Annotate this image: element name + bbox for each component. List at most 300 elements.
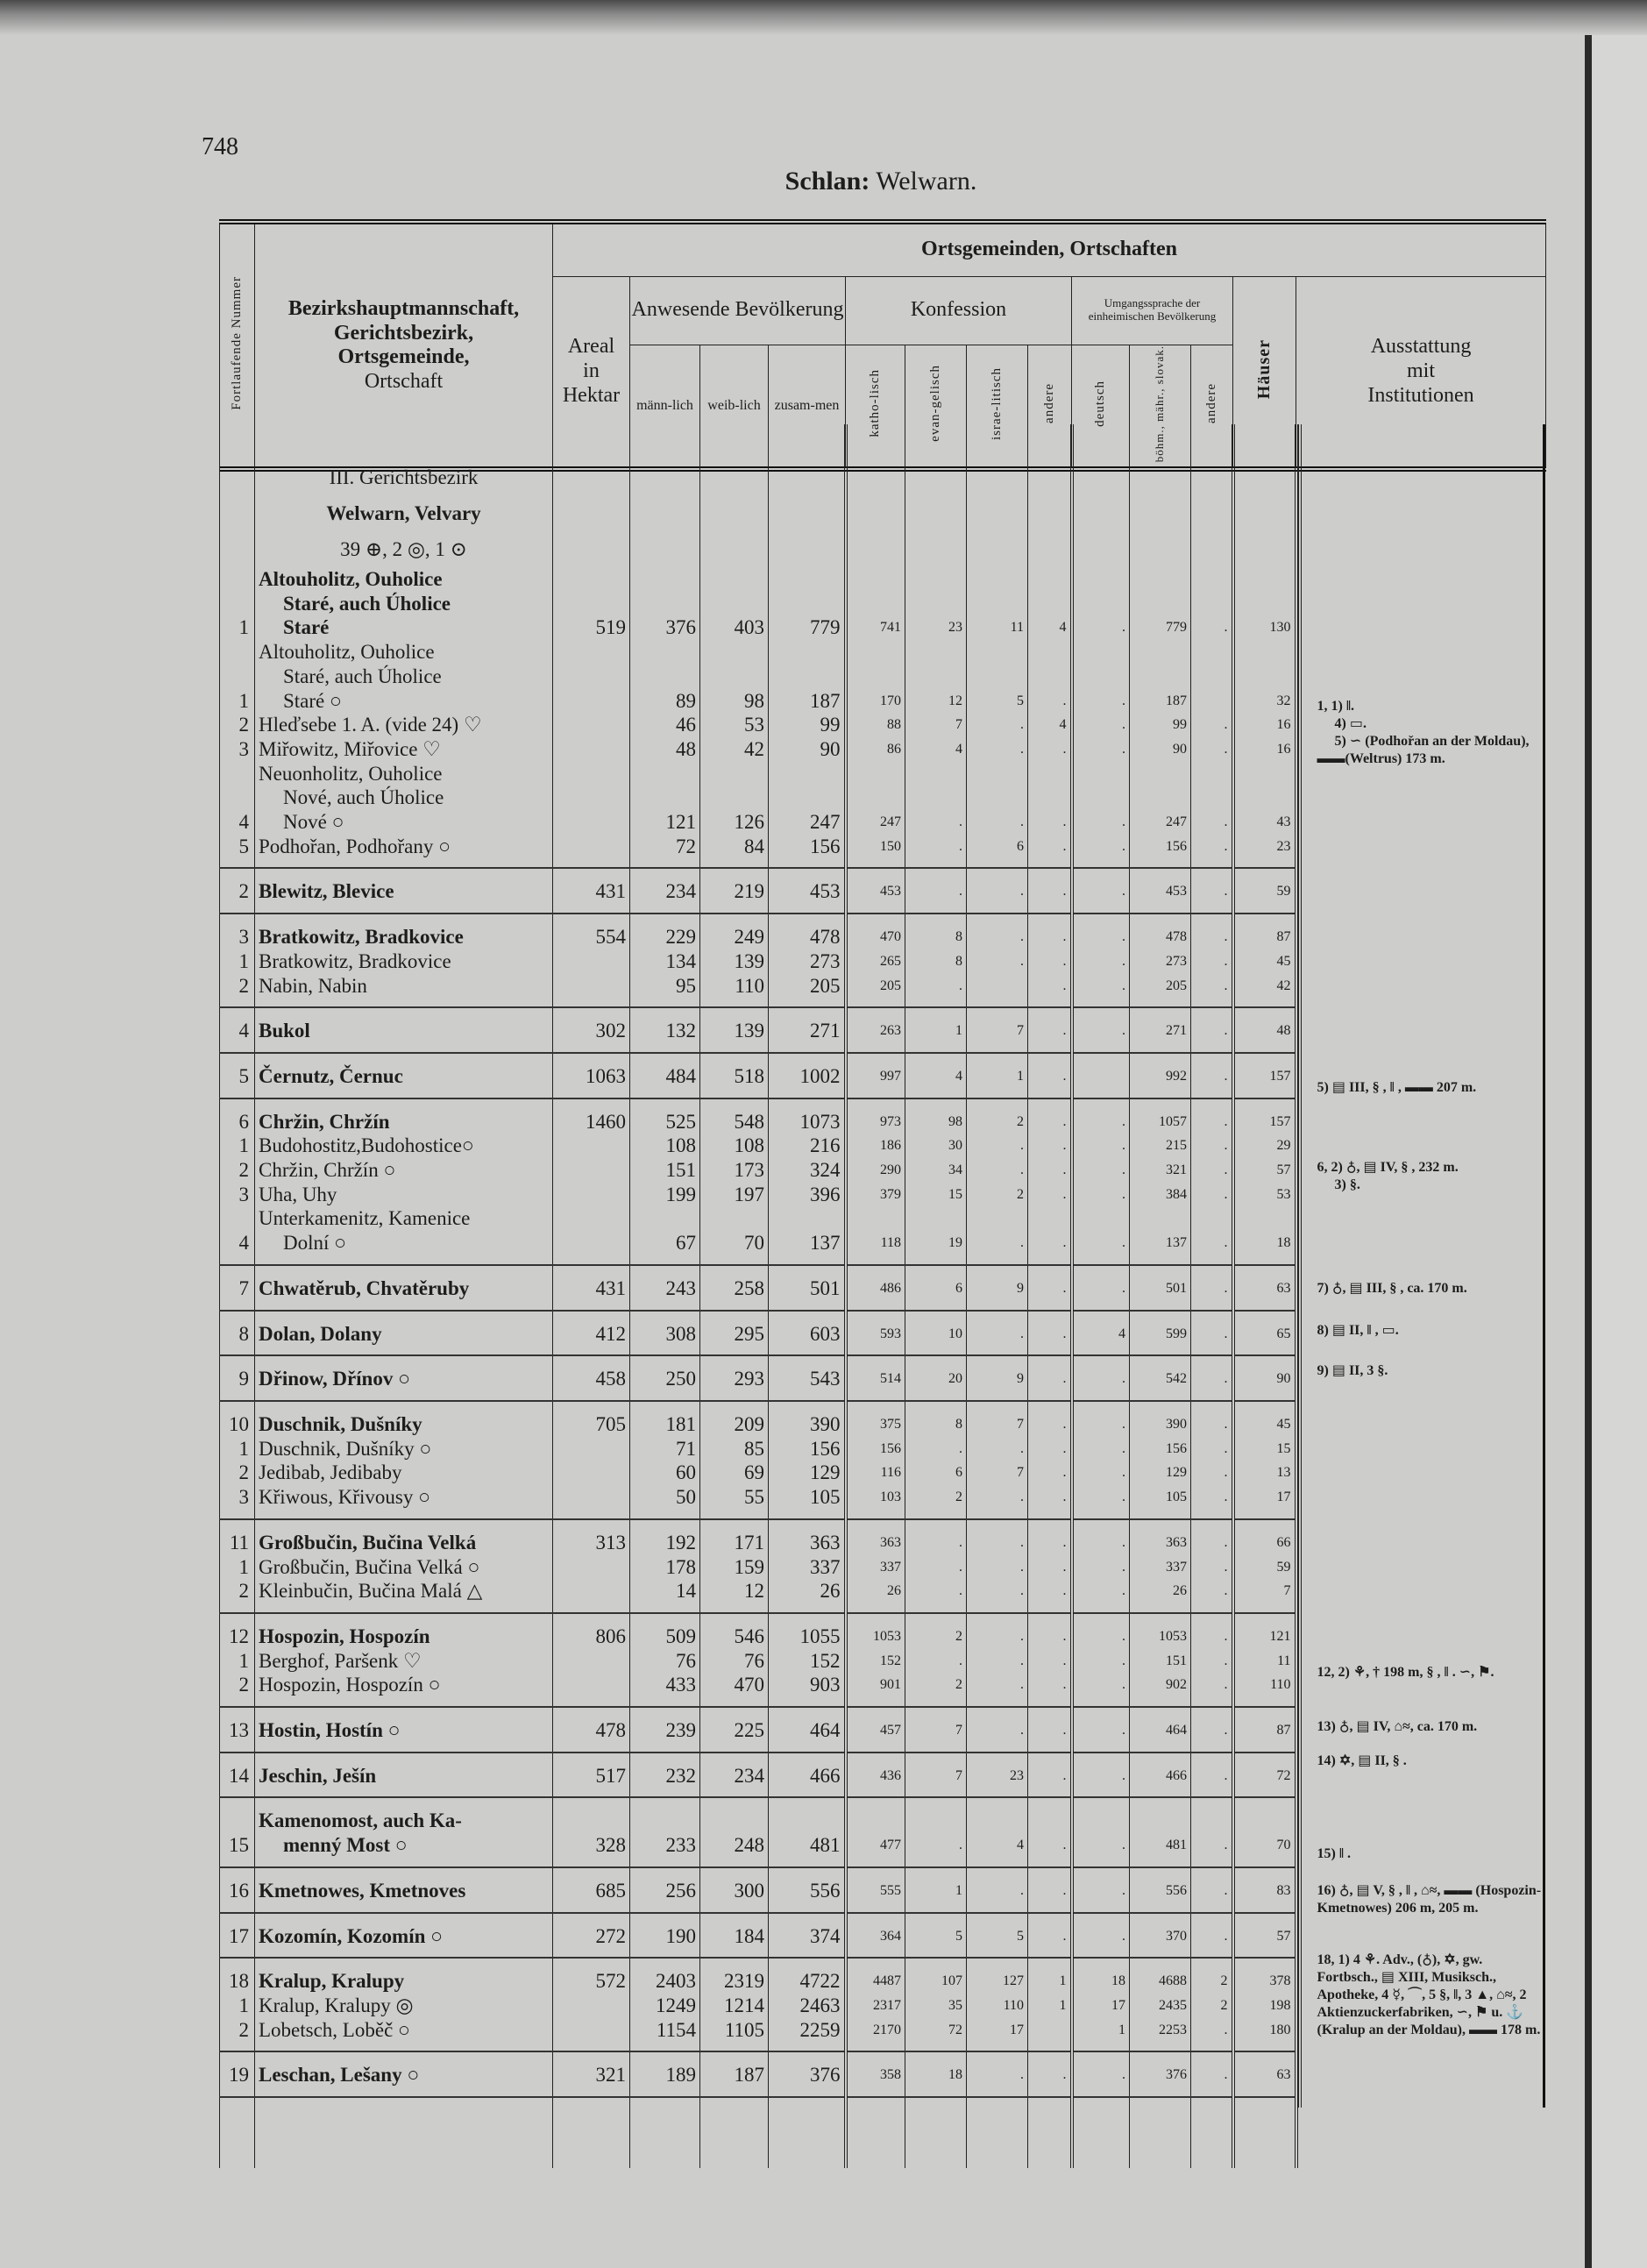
cell-female: 84 [700,835,769,869]
row-number: 3 [220,914,255,949]
header-other-confession: andere [1028,345,1072,469]
cell-male: 233 [630,1797,700,1866]
cell-catholic: 247 [846,762,905,835]
cell-israelite: . [967,1206,1028,1264]
cell-evangelical: 7 [905,1753,967,1798]
empty-cell [1028,2097,1072,2168]
row-number: 1 [220,1555,255,1580]
cell-total: 1073 [769,1098,846,1134]
empty-cell [700,531,769,567]
cell-evangelical: 72 [905,2018,967,2052]
cell-female: 295 [700,1311,769,1356]
cell-other-language: . [1191,1613,1233,1649]
cell-czech: 156 [1130,1437,1191,1461]
empty-cell [700,495,769,531]
cell-total: 556 [769,1867,846,1913]
cell-evangelical: 34 [905,1158,967,1183]
cell-german: 18 [1072,1958,1130,1994]
cell-czech: 215 [1130,1134,1191,1158]
cell-other-confession: . [1028,1355,1072,1401]
cell-israelite: 23 [967,1753,1028,1798]
empty-cell [220,495,255,531]
place-name-line: Chržin, Chržín ○ [259,1159,396,1182]
place-name [255,713,553,737]
empty-cell [1072,531,1130,567]
cell-other-confession: . [1028,1007,1072,1053]
cell-czech: 542 [1130,1355,1191,1401]
place-name-line: Großbučin, Bučina Velká [259,1531,477,1553]
cell-houses: 157 [1233,1053,1296,1098]
cell-catholic: 741 [846,567,905,640]
municipality-row [220,1401,1296,1437]
cell-catholic: 379 [846,1183,905,1207]
place-name-line: Berghof, Paršenk ♡ [259,1649,422,1672]
cell-german: . [1072,1265,1130,1311]
cell-israelite: 17 [967,2018,1028,2052]
cell-houses: 59 [1233,868,1296,914]
cell-german: . [1072,1485,1130,1519]
cell-areal [553,2018,630,2052]
cell-catholic: 477 [846,1797,905,1866]
cell-other-confession: . [1028,1437,1072,1461]
cell-israelite: . [967,1613,1028,1649]
cell-israelite: . [967,1485,1028,1519]
cell-israelite: . [967,1707,1028,1753]
cell-other-confession: . [1028,1158,1072,1183]
cell-female: 55 [700,1485,769,1519]
row-number: 9 [220,1355,255,1401]
cell-female: 171 [700,1519,769,1555]
row-number: 1 [220,1134,255,1158]
cell-german: . [1072,640,1130,713]
header-total: zusam-men [769,345,846,469]
cell-catholic: 973 [846,1098,905,1134]
equipment-note: 14) ✡, ▤ II, § . [1317,1753,1407,1768]
place-name [255,914,553,949]
cell-areal: 412 [553,1311,630,1356]
row-number: 2 [220,1579,255,1613]
cell-czech: 99 [1130,713,1191,737]
row-number: 5 [220,835,255,869]
cell-other-language: . [1191,1649,1233,1674]
empty-cell [220,424,255,495]
cell-catholic: 150 [846,835,905,869]
cell-female: 159 [700,1555,769,1580]
place-name-line: Dřinow, Dřínov ○ [259,1368,410,1390]
cell-czech: 464 [1130,1707,1191,1753]
place-name [255,2051,553,2097]
cell-evangelical: 7 [905,1707,967,1753]
cell-total: 187 [769,640,846,713]
place-name [255,762,553,835]
cell-houses: 72 [1233,1753,1296,1798]
cell-houses: 57 [1233,1158,1296,1183]
cell-areal: 431 [553,1265,630,1311]
cell-german: . [1072,2051,1130,2097]
cell-other-confession: . [1028,1913,1072,1959]
row-number: 13 [220,1707,255,1753]
equipment-note: 12, 2) ⚘, † 198 m, § , ‖ . ∽, ⚑. [1317,1665,1494,1680]
cell-evangelical: 8 [905,949,967,974]
cell-houses: 18 [1233,1206,1296,1264]
cell-evangelical: 23 [905,567,967,640]
municipality-group [220,1613,1296,1707]
empty-cell [1233,424,1296,495]
cell-other-language: . [1191,1485,1233,1519]
municipality-group [220,1401,1296,1519]
cell-areal: 328 [553,1797,630,1866]
municipality-group [220,1265,1296,1311]
cell-areal [553,949,630,974]
cell-houses: 16 [1233,737,1296,762]
cell-israelite: . [967,1673,1028,1707]
cell-male: 71 [630,1437,700,1461]
cell-areal [553,1649,630,1674]
place-name-line: Staré [283,616,330,639]
empty-cell [905,424,967,495]
cell-german [1072,1053,1130,1098]
cell-total: 90 [769,737,846,762]
municipality-group [220,1958,1296,2051]
equipment-note: 7) ♁, ▤ III, § , ca. 170 m. [1317,1281,1467,1296]
cell-total: 779 [769,567,846,640]
cell-female: 139 [700,949,769,974]
municipality-row [220,1098,1296,1134]
cell-other-language: . [1191,1265,1233,1311]
municipality-row [220,868,1296,914]
cell-other-language: 2 [1191,1958,1233,1994]
cell-male: 199 [630,1183,700,1207]
cell-evangelical: 4 [905,1053,967,1098]
cell-areal: 313 [553,1519,630,1555]
cell-other-language: . [1191,2018,1233,2052]
cell-evangelical: . [905,1797,967,1866]
cell-catholic: 116 [846,1461,905,1485]
row-number: 1 [220,1649,255,1674]
scan-edge-top [0,0,1647,35]
row-number: 12 [220,1613,255,1649]
cell-czech: 337 [1130,1555,1191,1580]
cell-german: . [1072,1649,1130,1674]
cell-other-confession: . [1028,1053,1072,1098]
cell-other-language: . [1191,1134,1233,1158]
cell-female: 293 [700,1355,769,1401]
empty-cell [905,531,967,567]
cell-catholic: 514 [846,1355,905,1401]
cell-israelite: 7 [967,1401,1028,1437]
empty-cell [1191,531,1233,567]
empty-cell [553,531,630,567]
row-number: 7 [220,1265,255,1311]
cell-total: 26 [769,1579,846,1613]
cell-male: 151 [630,1158,700,1183]
row-number: 17 [220,1913,255,1959]
locality-row [220,1673,1296,1707]
header-houses: Häuser [1233,276,1296,469]
cell-other-language: . [1191,1913,1233,1959]
cell-areal [553,1461,630,1485]
cell-israelite: 2 [967,1098,1028,1134]
cell-male: 178 [630,1555,700,1580]
cell-male: 509 [630,1613,700,1649]
cell-male: 134 [630,949,700,974]
cell-evangelical: 15 [905,1183,967,1207]
municipality-group [220,1867,1296,1913]
place-name-line: Bukol [259,1020,310,1042]
cell-czech: 992 [1130,1053,1191,1098]
municipality-row [220,1311,1296,1356]
cell-german: . [1072,1519,1130,1555]
cell-german: . [1072,1158,1130,1183]
cell-houses: 87 [1233,914,1296,949]
place-name [255,1206,553,1264]
cell-houses: 378 [1233,1958,1296,1994]
cell-catholic: 152 [846,1649,905,1674]
locality-row [220,1134,1296,1158]
cell-evangelical: . [905,1555,967,1580]
header-female: weib-lich [700,345,769,469]
place-name [255,1867,553,1913]
cell-female: 126 [700,762,769,835]
cell-israelite: 127 [967,1958,1028,1994]
row-number: 2 [220,2018,255,2052]
cell-houses: 63 [1233,2051,1296,2097]
cell-male: 2403 [630,1958,700,1994]
cell-male: 121 [630,762,700,835]
cell-total: 205 [769,974,846,1008]
place-name [255,835,553,869]
row-number: 1 [220,640,255,713]
row-number: 1 [220,567,255,640]
cell-male: 234 [630,868,700,914]
cell-german: . [1072,1913,1130,1959]
cell-israelite: . [967,762,1028,835]
place-name-line: Budohostitz,Budohostice○ [259,1134,474,1157]
row-number: 16 [220,1867,255,1913]
equipment-note: 1, 1) ‖. 4) ▭. 5) ∽ (Podhořan an der Moldau), ▬▬(Weltrus) 173 m. [1317,699,1530,766]
place-name-line: Bratkowitz, Bradkovice [259,949,451,972]
cell-catholic: 290 [846,1158,905,1183]
cell-catholic: 263 [846,1007,905,1053]
cell-other-language: . [1191,914,1233,949]
empty-cell [700,2097,769,2168]
cell-areal: 272 [553,1913,630,1959]
equipment-note: 8) ▤ II, ‖ , ▭. [1317,1323,1399,1338]
cell-israelite: . [967,1311,1028,1356]
cell-areal [553,1485,630,1519]
cell-houses: 70 [1233,1797,1296,1866]
cell-israelite: . [967,914,1028,949]
cell-german: . [1072,762,1130,835]
place-name-line: Černutz, Černuc [259,1064,403,1087]
empty-cell [1130,495,1191,531]
cell-areal: 302 [553,1007,630,1053]
row-number: 6 [220,1098,255,1134]
cell-male: 250 [630,1355,700,1401]
cell-male: 72 [630,835,700,869]
cell-evangelical: 8 [905,1401,967,1437]
place-name [255,974,553,1008]
place-name-line: Kozomín, Kozomín ○ [259,1924,444,1947]
cell-other-language: . [1191,1355,1233,1401]
cell-evangelical: 6 [905,1265,967,1311]
cell-male: 189 [630,2051,700,2097]
cell-israelite: 7 [967,1007,1028,1053]
cell-houses: 110 [1233,1673,1296,1707]
cell-israelite: 5 [967,640,1028,713]
cell-other-language: . [1191,835,1233,869]
district-label: III. Gerichtsbezirk [255,424,553,495]
cell-german: . [1072,1401,1130,1437]
cell-houses: 57 [1233,1913,1296,1959]
municipality-group [220,1753,1296,1798]
cell-evangelical: 2 [905,1673,967,1707]
municipality-row [220,1613,1296,1649]
cell-houses: 130 [1233,567,1296,640]
cell-czech: 466 [1130,1753,1191,1798]
cell-areal: 458 [553,1355,630,1401]
empty-cell [700,424,769,495]
cell-other-language: . [1191,1158,1233,1183]
place-name-line: Neuonholitz, Ouholice [259,762,443,785]
place-name [255,1555,553,1580]
cell-evangelical: 1 [905,1867,967,1913]
cell-areal: 1460 [553,1098,630,1134]
equipment-note: 13) ♁, ▤ IV, ⌂≈, ca. 170 m. [1317,1719,1478,1734]
municipality-row [220,1053,1296,1098]
empty-cell [905,2097,967,2168]
cell-other-confession: . [1028,1519,1072,1555]
cell-catholic: 453 [846,868,905,914]
municipality-group [220,1707,1296,1753]
cell-houses: 59 [1233,1555,1296,1580]
cell-evangelical: 20 [905,1355,967,1401]
cell-total: 137 [769,1206,846,1264]
cell-evangelical: 1 [905,1007,967,1053]
cell-female: 98 [700,640,769,713]
cell-female: 209 [700,1401,769,1437]
place-name-line: Jedibab, Jedibaby [259,1461,402,1484]
place-name-line: Hospozin, Hospozín ○ [259,1674,441,1696]
cell-catholic: 470 [846,914,905,949]
cell-areal: 572 [553,1958,630,1994]
place-name-line: Bratkowitz, Bradkovice [259,926,464,949]
cell-houses: 42 [1233,974,1296,1008]
cell-catholic: 2170 [846,2018,905,2052]
cell-israelite: . [967,949,1028,974]
municipality-group [220,2051,1296,2097]
cell-female: 110 [700,974,769,1008]
cell-male: 46 [630,713,700,737]
cell-houses: 29 [1233,1134,1296,1158]
cell-areal [553,1437,630,1461]
cell-other-confession: . [1028,1311,1072,1356]
cell-other-confession: 1 [1028,1994,1072,2018]
place-name-line: Staré, auch Úholice [283,665,442,687]
cell-evangelical: 2 [905,1613,967,1649]
cell-total: 464 [769,1707,846,1753]
cell-evangelical: 19 [905,1206,967,1264]
cell-male: 60 [630,1461,700,1485]
cell-male: 50 [630,1485,700,1519]
cell-houses: 66 [1233,1519,1296,1555]
cell-israelite: . [967,1649,1028,1674]
cell-czech: 105 [1130,1485,1191,1519]
cell-total: 156 [769,1437,846,1461]
cell-houses: 17 [1233,1485,1296,1519]
cell-female: 108 [700,1134,769,1158]
cell-german: . [1072,1867,1130,1913]
cell-areal [553,835,630,869]
municipality-row [220,1265,1296,1311]
cell-israelite: 11 [967,567,1028,640]
cell-other-language: . [1191,1707,1233,1753]
cell-houses: 7 [1233,1579,1296,1613]
locality-row [220,1437,1296,1461]
empty-cell [769,531,846,567]
cell-female: 2319 [700,1958,769,1994]
municipality-row [220,1867,1296,1913]
cell-houses: 83 [1233,1867,1296,1913]
place-name [255,1134,553,1158]
cell-israelite [967,974,1028,1008]
empty-cell [769,424,846,495]
row-number: 4 [220,762,255,835]
cell-areal: 1063 [553,1053,630,1098]
cell-german: . [1072,737,1130,762]
header-catholic: katho-lisch [846,345,905,469]
place-name-line: Duschnik, Dušníky [259,1412,422,1435]
cell-german: . [1072,1797,1130,1866]
cell-evangelical: . [905,974,967,1008]
cell-czech: 453 [1130,868,1191,914]
cell-male: 525 [630,1098,700,1134]
cell-czech: 376 [1130,2051,1191,2097]
cell-male: 308 [630,1311,700,1356]
municipality-group [220,1311,1296,1356]
municipality-group [220,1519,1296,1613]
cell-other-language: . [1191,2051,1233,2097]
place-name [255,1673,553,1707]
cell-german: . [1072,1183,1130,1207]
place-name [255,1311,553,1356]
cell-other-confession [1028,2018,1072,2052]
cell-catholic: 997 [846,1053,905,1098]
cell-german: . [1072,949,1130,974]
cell-female: 518 [700,1053,769,1098]
municipality-row [220,2051,1296,2097]
cell-other-confession: . [1028,1867,1072,1913]
locality-row [220,1206,1296,1264]
cell-other-language: . [1191,1206,1233,1264]
empty-cell [553,495,630,531]
scan-edge-right [1585,35,1592,2268]
place-name [255,640,553,713]
cell-male: 1249 [630,1994,700,2018]
cell-areal [553,1206,630,1264]
cell-evangelical: 8 [905,914,967,949]
row-number: 14 [220,1753,255,1798]
cell-houses: 198 [1233,1994,1296,2018]
cell-german: . [1072,1355,1130,1401]
cell-german: . [1072,567,1130,640]
cell-german: . [1072,1461,1130,1485]
empty-cell [1028,424,1072,495]
place-name [255,1183,553,1207]
place-name [255,2018,553,2052]
cell-other-confession: . [1028,737,1072,762]
cell-czech: 556 [1130,1867,1191,1913]
